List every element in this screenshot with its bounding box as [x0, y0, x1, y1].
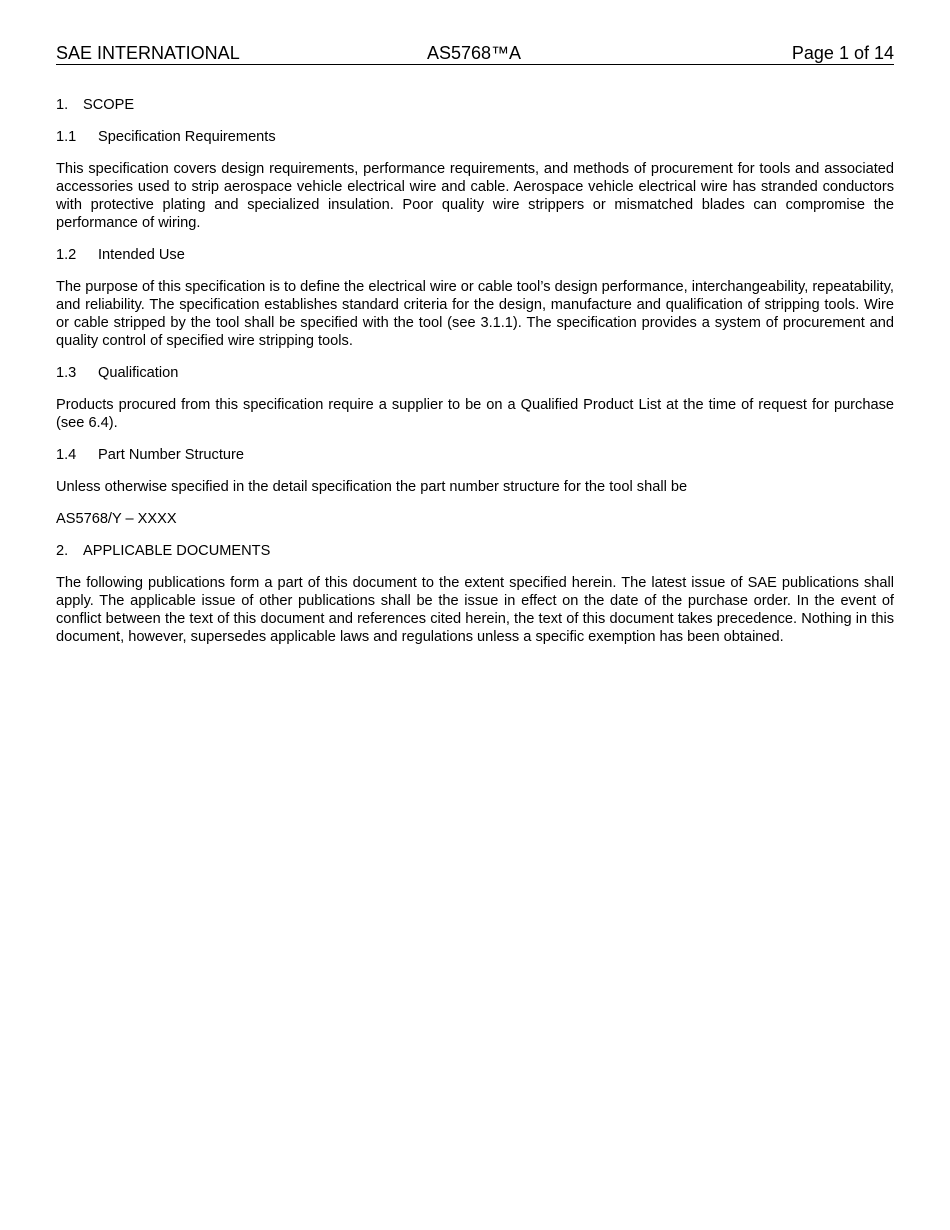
- section-title: Qualification: [98, 365, 179, 381]
- section-number: 1.2: [56, 247, 77, 263]
- section-heading-qualification: [56, 364, 894, 382]
- paragraph-qualification: Products procured from this specification require a supplier to be on a Qualified Product List at the time of request for purchase (see 6.4).: [56, 397, 894, 431]
- section-heading-applicable-documents: [56, 542, 894, 560]
- document-body: [56, 96, 894, 660]
- page-header: [56, 43, 894, 65]
- section-title: Specification Requirements: [98, 129, 276, 145]
- section-number: 2.: [56, 543, 69, 559]
- paragraph-part-number-structure: Unless otherwise specified in the detail specification the part number structure for the tool shall be: [56, 479, 688, 495]
- section-title: APPLICABLE DOCUMENTS: [83, 543, 271, 559]
- section-heading-specification-requirements: [56, 128, 894, 146]
- paragraph-intended-use: The purpose of this specification is to define the electrical wire or cable tool’s design performance, interchangeability, repeatability, and reliability. The specification establishes standard criteria for the design, manufacture and qualification of stripping tools. Wire or cable stripped by the tool shall be specified with the tool (see 3.1.1). The specification provides a system of procurement and quality control of specified wire stripping tools.: [56, 279, 894, 349]
- section-title: Intended Use: [98, 247, 185, 263]
- section-heading-scope: [56, 96, 894, 114]
- paragraph-specification-requirements: This specification covers design requirements, performance requirements, and methods of procurement for tools and associated accessories used to strip aerospace vehicle electrical wire and cable. Aerospace vehicle electrical wire has stranded conductors with protective plating and specialized insulation. Poor quality wire strippers or mismatched blades can compromise the performance of wiring.: [56, 161, 894, 231]
- section-number: 1.4: [56, 447, 77, 463]
- header-document-number: AS5768™A: [427, 43, 522, 63]
- header-page-number: Page 1 of 14: [791, 43, 894, 63]
- paragraph-applicable-documents: The following publications form a part of this document to the extent specified herein. The latest issue of SAE publications shall apply. The applicable issue of other publications shall be the issue in effect on the date of the purchase order. In the event of conflict between the text of this document and references cited herein, the text of this document takes precedence. Nothing in this document, however, supersedes applicable laws and regulations unless a specific exemption has been obtained.: [56, 575, 894, 645]
- section-number: 1.: [56, 97, 69, 113]
- section-title: SCOPE: [83, 97, 135, 113]
- section-title: Part Number Structure: [98, 447, 244, 463]
- part-number-format: AS5768/Y – XXXX: [56, 511, 177, 527]
- section-number: 1.3: [56, 365, 77, 381]
- section-number: 1.1: [56, 129, 77, 145]
- section-heading-intended-use: [56, 246, 894, 264]
- section-heading-part-number-structure: [56, 446, 894, 464]
- header-organization: SAE INTERNATIONAL: [56, 43, 240, 63]
